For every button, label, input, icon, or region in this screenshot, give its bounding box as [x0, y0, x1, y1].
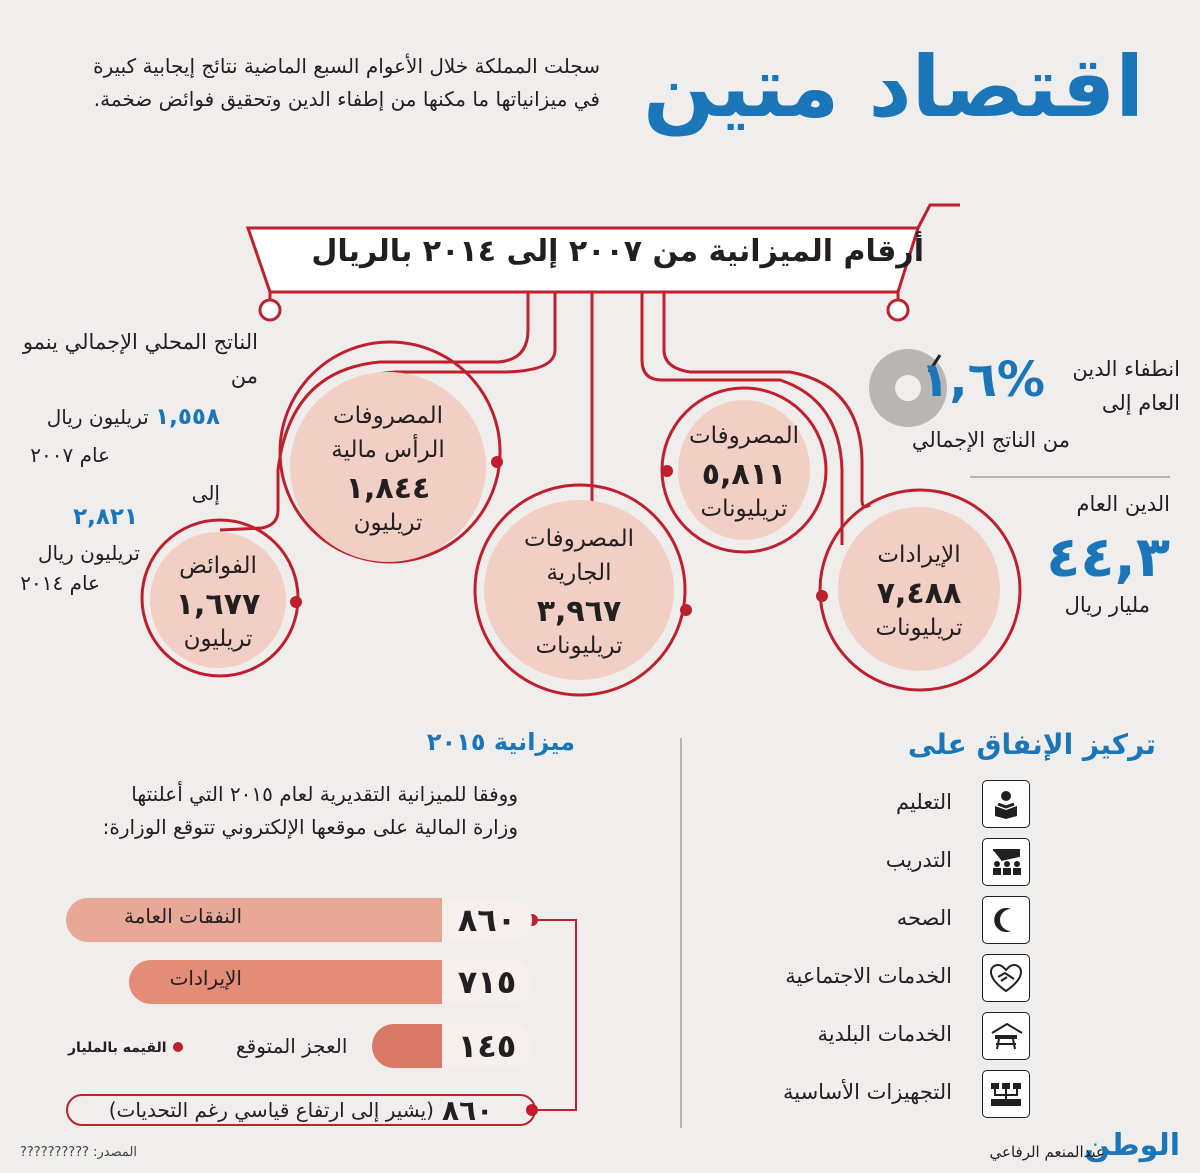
- current-expenses-circle: [484, 500, 674, 680]
- circle-value: ١,٨٤٤: [345, 470, 431, 506]
- infrastructure-icon: [982, 1070, 1030, 1118]
- debt-label: انطفاء الدين العام إلى: [1072, 357, 1180, 415]
- gdp-title: الناتج المحلي الإجمالي ينمو من: [22, 330, 258, 388]
- budget-subtitle: أرقام الميزانية من ٢٠٠٧ إلى ٢٠١٤ بالريال: [311, 234, 924, 269]
- circle-value: ٣,٩٦٧: [536, 593, 622, 629]
- bar-label: النفقات العامة: [123, 904, 242, 928]
- circle-label: المصروفات الرأس مالية: [331, 402, 445, 463]
- page-title: اقتصاد متين: [643, 38, 1144, 136]
- bar-value: ١٤٥: [442, 1024, 532, 1068]
- crescent-icon: [982, 896, 1030, 944]
- circle-value: ٧,٤٨٨: [876, 575, 962, 611]
- divider: [970, 476, 1170, 478]
- circle-unit: تريليونات: [875, 614, 963, 641]
- focus-item-health: الصحه: [896, 906, 952, 930]
- circle-unit: تريليون: [353, 509, 423, 536]
- newspaper-logo: الوطن: [1084, 1128, 1180, 1163]
- bar-value: ٨٦٠: [442, 898, 532, 942]
- circle-value: ٥,٨١١: [701, 456, 787, 492]
- author: عبدالمنعم الرفاعي: [989, 1143, 1105, 1161]
- gdp-from: [47, 402, 220, 432]
- debt-total-label: الدين العام: [1076, 492, 1170, 516]
- gdp-to-year: عام ٢٠١٤: [20, 571, 100, 595]
- revenue-circle: [838, 507, 1000, 671]
- gdp-to-unit: تريليون ريال: [37, 541, 140, 565]
- handshake-icon: [982, 954, 1030, 1002]
- circle-label: الإيرادات: [877, 541, 961, 568]
- bar-connector: [520, 900, 590, 1130]
- reading-person-icon: [982, 780, 1030, 828]
- debt-sub: من الناتج الإجمالي: [911, 428, 1070, 452]
- bar-revenue: [129, 960, 442, 1004]
- capital-expenses-circle: [290, 372, 486, 562]
- section-divider: [680, 738, 682, 1128]
- circle-unit: تريليونات: [535, 632, 623, 659]
- focus-item-education: التعليم: [896, 790, 952, 814]
- focus-item-training: التدريب: [885, 848, 952, 872]
- circle-value: ١,٦٧٧: [175, 586, 261, 622]
- classroom-icon: [982, 838, 1030, 886]
- note-value: ٨٦٠: [441, 1093, 494, 1127]
- focus-item-municipal: الخدمات البلدية: [817, 1022, 952, 1046]
- debt-percent: %١,٦: [920, 352, 1045, 408]
- circle-unit: تريليونات: [700, 495, 788, 522]
- circle-label: المصروفات: [688, 422, 800, 449]
- circle-label: الفوائض: [179, 552, 257, 579]
- gdp-to-value: ٢,٨٢١: [73, 504, 138, 530]
- bar-expenditure: [66, 898, 442, 942]
- gdp-to-word: إلى: [191, 481, 220, 505]
- debt-total-value: ٤٤,٣: [1046, 525, 1170, 590]
- budget-2015-title: ميزانية ٢٠١٥: [426, 728, 575, 756]
- circle-label: المصروفات الجارية: [523, 525, 635, 586]
- bar-value: ٧١٥: [442, 960, 532, 1004]
- focus-item-social: الخدمات الاجتماعية: [785, 964, 952, 988]
- bar-label: الإيرادات: [169, 966, 242, 990]
- deficit-label: العجز المتوقع: [236, 1034, 348, 1058]
- debt-total-unit: مليار ريال: [1064, 593, 1150, 617]
- surplus-circle: [150, 532, 286, 668]
- picnic-table-icon: [982, 1012, 1030, 1060]
- bar-deficit: [372, 1024, 442, 1068]
- source: المصدر: ??????????: [20, 1145, 137, 1160]
- circle-unit: تريليون: [183, 625, 253, 652]
- budget-2015-text: ووفقا للميزانية التقديرية لعام ٢٠١٥ التي أعلنتها وزارة المالية على موقعها الإلكتروني تتوقع الوزارة:: [102, 782, 518, 839]
- note-box: [66, 1094, 536, 1126]
- gdp-from-value: ١,٥٥٨: [155, 404, 220, 430]
- focus-item-infrastructure: التجهيزات الأساسية: [782, 1080, 952, 1104]
- note-text: (يشير إلى ارتفاع قياسي رغم التحديات): [108, 1098, 434, 1122]
- expenses-circle: [678, 400, 810, 540]
- legend-dot: [173, 1042, 183, 1052]
- gdp-from-year: عام ٢٠٠٧: [30, 443, 110, 467]
- focus-title: تركيز الإنفاق على: [907, 728, 1156, 761]
- legend: القيمه بالمليار: [68, 1040, 183, 1056]
- gdp-from-unit: تريليون ريال: [46, 405, 149, 429]
- intro-text: سجلت المملكة خلال الأعوام السبع الماضية نتائج إيجابية كبيرة في ميزانياتها ما مكنها من إطفاء الدين وتحقيق فوائض ضخمة.: [93, 54, 600, 111]
